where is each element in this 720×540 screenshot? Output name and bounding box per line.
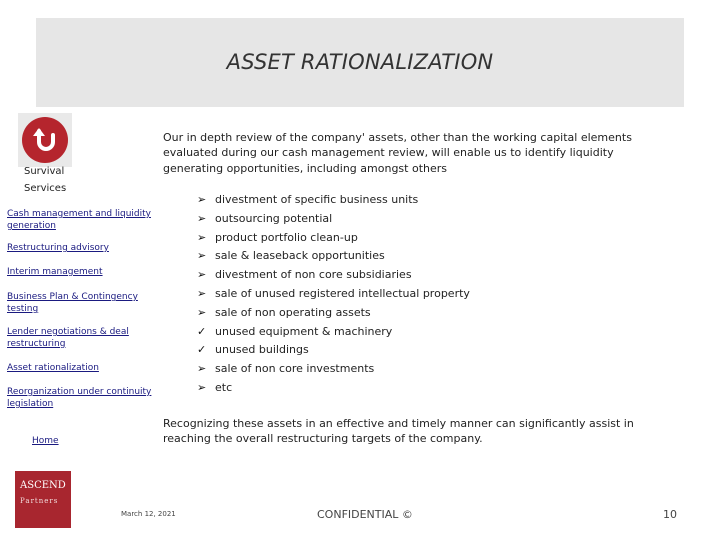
- nav-link-interim-management[interactable]: Interim management: [7, 267, 103, 277]
- list-item-text: product portfolio clean-up: [215, 230, 358, 244]
- bullet-arrow-icon: ➢: [197, 230, 207, 244]
- list-item: [199, 229, 470, 248]
- bullet-check-icon: ✓: [197, 343, 207, 357]
- ascend-logo-line1: ASCEND: [20, 480, 66, 491]
- list-item-text: sale & leaseback opportunities: [215, 249, 385, 263]
- ascend-partners-logo: [15, 471, 71, 528]
- list-item: [199, 379, 470, 398]
- list-item-text: sale of unused registered intellectual property: [215, 286, 470, 300]
- list-item: [199, 191, 470, 210]
- nav-link-business-plan[interactable]: Business Plan & Contingency testing: [7, 292, 138, 314]
- list-item: [199, 210, 470, 229]
- nav-link-restructuring-advisory[interactable]: Restructuring advisory: [7, 243, 109, 253]
- list-item: [199, 360, 470, 379]
- nav-link-lender-negotiations[interactable]: Lender negotiations & deal restructuring: [7, 327, 129, 349]
- footer-date: March 12, 2021: [121, 510, 176, 518]
- bullet-arrow-icon: ➢: [197, 286, 207, 300]
- title-band: [36, 18, 684, 107]
- bullet-arrow-icon: ➢: [197, 305, 207, 319]
- list-item-text: outsourcing potential: [215, 211, 333, 225]
- bullet-check-icon: ✓: [197, 324, 207, 338]
- list-item-text: sale of non operating assets: [215, 305, 371, 319]
- bullet-arrow-icon: ➢: [197, 211, 207, 225]
- outro-paragraph: Recognizing these assets in an effective and timely manner can significantly assist in reaching the overall restructuring targets of the company.: [163, 417, 634, 446]
- list-item-text: unused equipment & machinery: [215, 324, 393, 338]
- page-number: 10: [663, 508, 677, 521]
- logo-label-survival: Survival: [24, 166, 65, 177]
- nav-link-asset-rationalization[interactable]: Asset rationalization: [7, 363, 99, 373]
- bullet-arrow-icon: ➢: [197, 268, 207, 282]
- logo-circle: [22, 117, 68, 163]
- list-item-text: etc: [215, 380, 233, 394]
- bullet-list: [199, 191, 470, 398]
- list-item-text: divestment of non core subsidiaries: [215, 268, 412, 282]
- nav-link-reorganization[interactable]: Reorganization under continuity legislation: [7, 387, 152, 409]
- bullet-arrow-icon: ➢: [197, 380, 207, 394]
- survival-services-logo: [18, 113, 72, 167]
- list-item: [199, 323, 470, 342]
- bullet-arrow-icon: ➢: [197, 362, 207, 376]
- list-item: [199, 266, 470, 285]
- bullet-arrow-icon: ➢: [197, 193, 207, 206]
- logo-label-services: Services: [24, 183, 67, 194]
- bullet-arrow-icon: ➢: [197, 249, 207, 263]
- list-item: [199, 341, 470, 360]
- list-item: [199, 285, 470, 304]
- footer-confidential: CONFIDENTIAL ©: [317, 508, 413, 521]
- nav-link-cash-management[interactable]: Cash management and liquidity generation: [7, 209, 151, 231]
- list-item: [199, 247, 470, 266]
- list-item-text: unused buildings: [215, 343, 309, 357]
- list-item-text: divestment of specific business units: [215, 193, 419, 206]
- ascend-logo-line2: Partners: [20, 497, 59, 505]
- list-item: [199, 304, 470, 323]
- home-link[interactable]: Home: [32, 436, 59, 446]
- list-item-text: sale of non core investments: [215, 362, 375, 376]
- page-title: ASSET RATIONALIZATION: [226, 50, 494, 74]
- intro-paragraph: Our in depth review of the company' assets, other than the working capital elements evaluated during our cash management review, will enable us to identify liquidity generating opportunities, including amongst others: [163, 131, 632, 175]
- u-turn-arrow-icon: [22, 117, 68, 163]
